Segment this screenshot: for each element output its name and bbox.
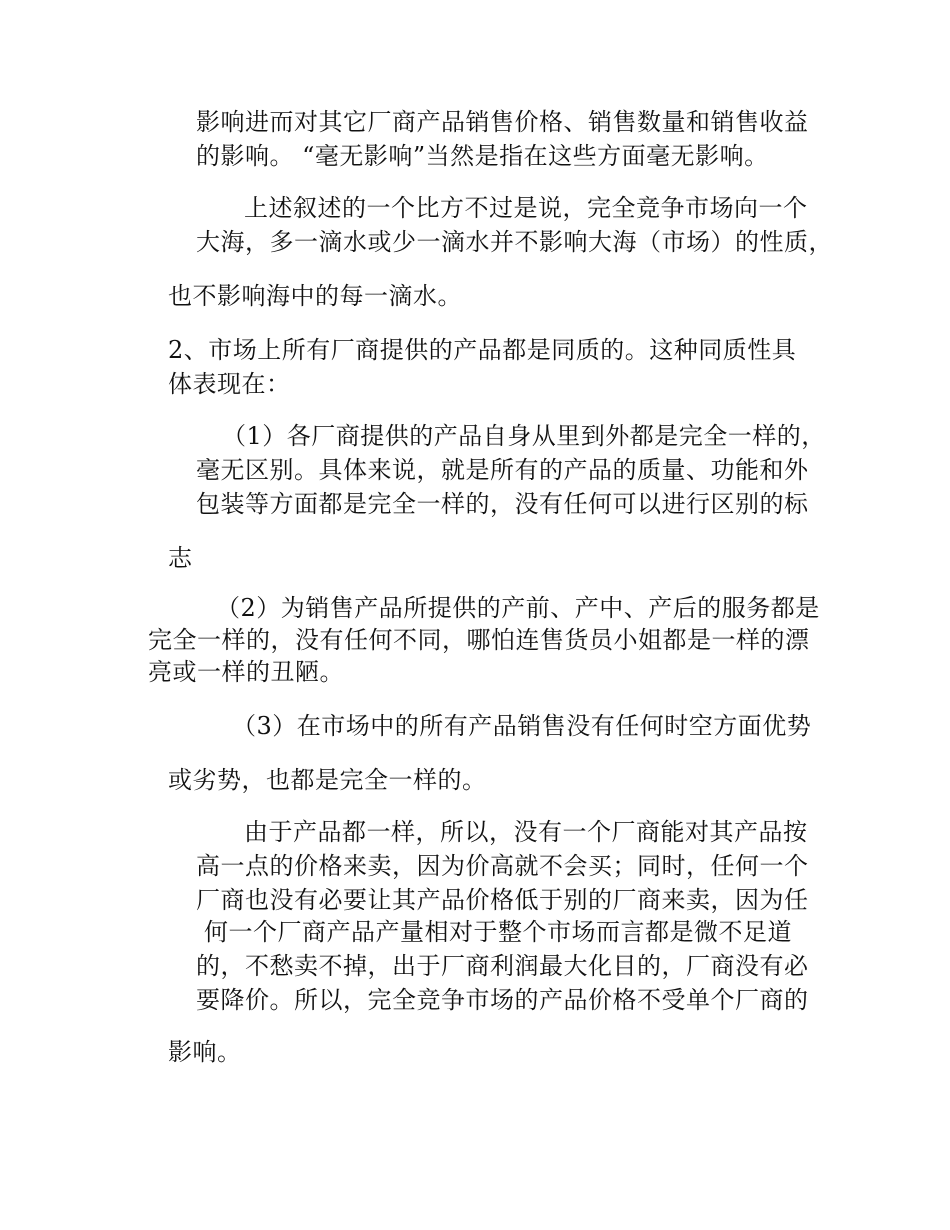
text-line: 也不影响海中的每一滴水。: [168, 282, 462, 310]
text-line: 2、市场上所有厂商提供的产品都是同质的。这种同质性具: [168, 336, 797, 364]
text-line: 大海，多一滴水或少一滴水并不影响大海（市场）的性质，: [196, 228, 833, 256]
text-line: 亮或一样的丑陋。: [148, 658, 344, 686]
text-line: （1）各厂商提供的产品自身从里到外都是完全一样的，: [222, 422, 826, 450]
text-line: 由于产品都一样，所以，没有一个厂商能对其产品按: [244, 818, 808, 846]
text-line: 的，不愁卖不掉，出于厂商利润最大化目的，厂商没有必: [196, 952, 809, 980]
text-line: 要降价。所以，完全竞争市场的产品价格不受单个厂商的: [196, 986, 809, 1014]
text-line: 体表现在：: [168, 370, 291, 398]
text-line: 包装等方面都是完全一样的，没有任何可以进行区别的标: [196, 490, 809, 518]
text-line: 何一个厂商产品产量相对于整个市场而言都是微不足道: [204, 918, 792, 946]
text-line: （3）在市场中的所有产品销售没有任何时空方面优势: [232, 712, 812, 740]
text-line: 影响。: [168, 1038, 242, 1066]
text-line: 厂商也没有必要让其产品价格低于别的厂商来卖，因为任: [196, 886, 809, 914]
text-line: 志: [168, 544, 193, 572]
text-line: 毫无区别。具体来说，就是所有的产品的质量、功能和外: [196, 456, 809, 484]
text-line: 影响进而对其它厂商产品销售价格、销售数量和销售收益: [196, 108, 809, 136]
text-line: 完全一样的，没有任何不同，哪怕连售货员小姐都是一样的漂: [148, 626, 810, 654]
text-line: 高一点的价格来卖，因为价高就不会买；同时，任何一个: [196, 852, 809, 880]
text-line: 上述叙述的一个比方不过是说，完全竞争市场向一个: [244, 194, 808, 222]
text-line: （2）为销售产品所提供的产前、产中、产后的服务都是: [216, 594, 820, 622]
text-line: 的影响。 “毫无影响”当然是指在这些方面毫无影响。: [196, 142, 769, 170]
text-line: 或劣势，也都是完全一样的。: [168, 766, 487, 794]
